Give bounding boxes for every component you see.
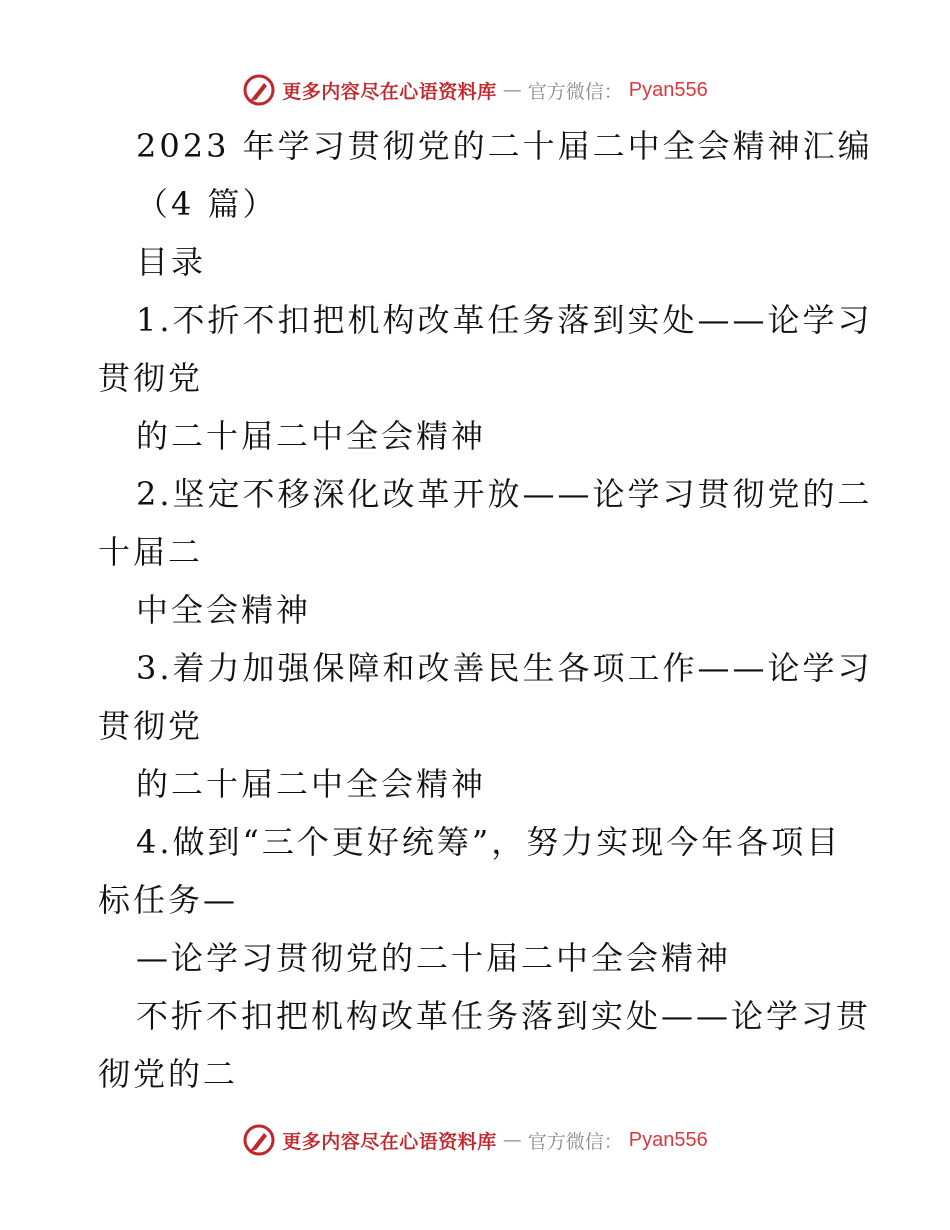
toc-item-3: 3.着力加强保障和改善民生各项工作——论学习 — [136, 649, 873, 687]
toc-item-1-cont: 贯彻党 — [98, 359, 204, 397]
toc-item-1: 1.不折不扣把机构改革任务落到实处——论学习 — [136, 301, 873, 339]
toc-item-4-cont: 标任务— — [98, 881, 239, 919]
watermark-banner-bottom — [0, 1120, 950, 1160]
watermark-label: 官方微信： — [527, 80, 623, 103]
toc-item-2-cont: 十届二 — [98, 533, 204, 571]
toc-item-2-cont-2: 中全会精神 — [136, 591, 312, 629]
document-title-count: （4 篇） — [136, 185, 278, 223]
toc-item-2: 2.坚定不移深化改革开放——论学习贯彻党的二 — [136, 475, 873, 513]
watermark-banner-top — [0, 70, 950, 110]
toc-item-3-cont-2: 的二十届二中全会精神 — [136, 765, 487, 803]
watermark-wechat-id: Pyan556 — [628, 78, 708, 101]
pen-nib-logo-icon — [242, 73, 276, 107]
watermark-text: 更多内容尽在心语资料库 — [282, 80, 497, 103]
watermark-wechat-id: Pyan556 — [628, 1128, 708, 1151]
toc-item-4-cont-2: —论学习贯彻党的二十届二中全会精神 — [136, 939, 732, 977]
toc-item-1-cont-2: 的二十届二中全会精神 — [136, 417, 487, 455]
watermark-separator: — — [502, 1129, 522, 1151]
body-paragraph-line-cont: 彻党的二 — [98, 1055, 239, 1093]
toc-item-3-cont: 贯彻党 — [98, 707, 204, 745]
toc-item-4: 4.做到“三个更好统筹”，努力实现今年各项目 — [136, 823, 842, 861]
toc-heading: 目录 — [136, 243, 207, 281]
watermark-text: 更多内容尽在心语资料库 — [282, 1130, 497, 1153]
watermark-separator: — — [502, 79, 522, 101]
pen-nib-logo-icon — [242, 1123, 276, 1157]
watermark-label: 官方微信： — [527, 1130, 623, 1153]
document-title: 2023 年学习贯彻党的二十届二中全会精神汇编 — [136, 127, 873, 165]
body-paragraph-line: 不折不扣把机构改革任务落到实处——论学习贯 — [136, 997, 872, 1035]
